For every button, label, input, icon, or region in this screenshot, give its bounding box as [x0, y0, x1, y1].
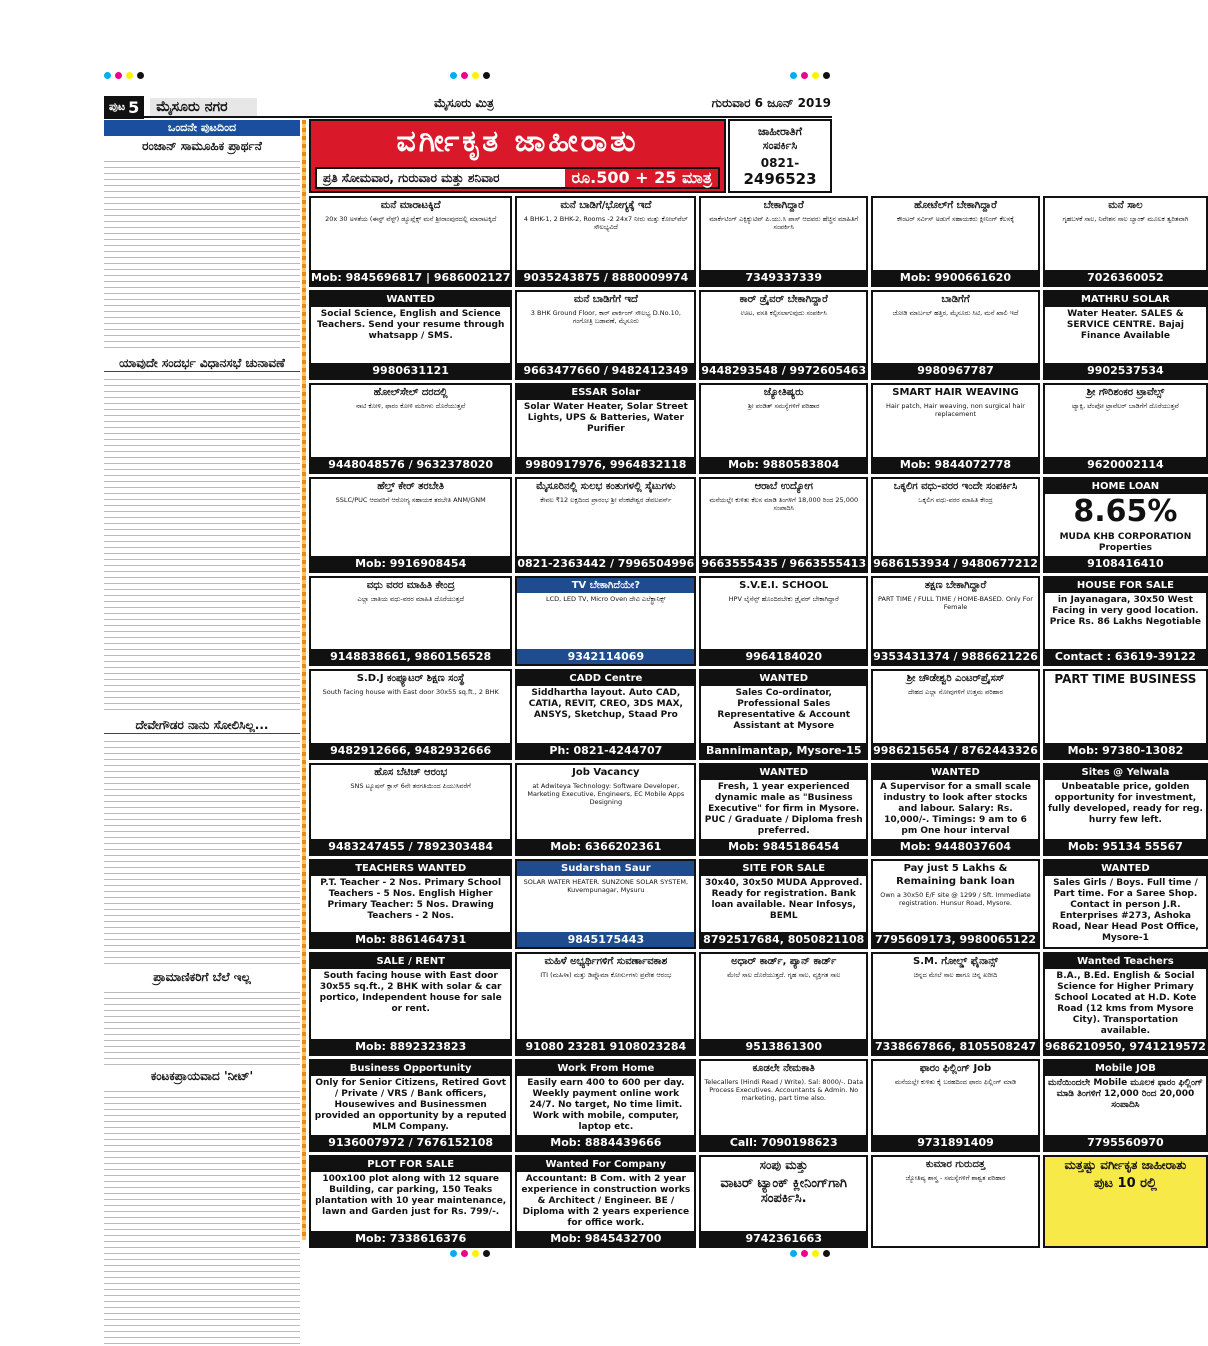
classified-ad [871, 576, 1040, 667]
ad-phone: 7026360052 [1045, 270, 1206, 285]
news-text-block [104, 156, 300, 352]
ad-body: Accountant: B Com. with 2 year experience in construction works & Architect / Engineer. BE / Diploma with 2 years experience for office work. [521, 1174, 691, 1228]
ad-heading: HOUSE FOR SALE [1045, 578, 1206, 593]
classified-ad [1043, 1059, 1208, 1152]
ad-heading: ಮತ್ತಷ್ಟು ವರ್ಗೀಕೃತ ಜಾಹೀರಾತು [1064, 1158, 1187, 1172]
ad-phone: 7795609173, 9980065122 [874, 933, 1037, 946]
ad-heading: HOME LOAN [1045, 479, 1206, 494]
ad-heading: ಹೋಟೆಲ್‌ಗೆ ಬೇಕಾಗಿದ್ದಾರೆ [914, 200, 997, 211]
ad-body: Water Heater. SALES & SERVICE CENTRE. Bajaj Finance Available [1066, 308, 1184, 341]
ad-phone: 9980967787 [873, 363, 1038, 378]
contact-phone: 2496523 [743, 170, 817, 188]
ad-body: ನಾಟಿ ಕೋಳಿ, ಫಾರಂ ಕೋಳಿ ಮರಿಗಳು ದೊರೆಯುತ್ತವೆ [356, 402, 466, 410]
classified-ad [515, 1155, 696, 1248]
ad-heading: ಬಾಡಿಗೆಗೆ [941, 293, 970, 305]
classified-ad [309, 383, 512, 474]
ad-heading: ಸಂಪು ಮತ್ತು [759, 1158, 808, 1172]
ad-body: in Jayanagara, 30x50 West Facing in very good location. Price Rs. 86 Lakhs Negotiable [1049, 594, 1202, 627]
classified-ad [515, 669, 696, 760]
ad-body [1045, 688, 1206, 743]
news-heading: ಕಂಟಕಪ್ರಾಯವಾದ 'ನೀಟ್' [150, 1069, 254, 1083]
classified-ad [1043, 290, 1208, 381]
registration-marks-top-right [790, 72, 830, 82]
ad-phone: 9986215654 / 8762443326 [873, 743, 1038, 757]
ad-body: Solar Water Heater, Solar Street Lights, UPS & Batteries, Water Purifier [523, 402, 688, 434]
ad-phone: Mob: 8884439666 [517, 1135, 694, 1150]
ad-heading: WANTED [701, 765, 866, 780]
ad-heading: ಹೊಸ ಬೆಟಿಚ್ ಆರಂಭ [374, 766, 448, 778]
ad-phone: Mob: 9845432700 [517, 1231, 694, 1246]
ad-heading: CADD Centre [517, 671, 694, 686]
ad-phone: 0821-2363442 / 7996504996 [517, 556, 695, 570]
classified-ad [871, 859, 1040, 950]
ad-phone: 9482912666, 9482932666 [311, 743, 510, 758]
ad-phone: 91080 23281 9108023284 [517, 1039, 694, 1054]
ad-heading: Work From Home [517, 1061, 694, 1076]
column-ruler [302, 120, 306, 1240]
classified-ad [699, 196, 868, 287]
ad-body: ಶ್ರೀ ಪಂಡಿತ್ ಸಮಸ್ಯೆಗಳಿಗೆ ಪರಿಹಾರ [747, 402, 820, 410]
classified-ad [309, 1155, 512, 1248]
ad-heading: ಮನೆ ಬಾಡಿಗೆ/ಭೋಗ್ಯಕ್ಕೆ ಇದೆ [560, 200, 652, 211]
classified-ad [699, 1059, 868, 1152]
ad-heading: ಕುಮಾರ ಗುರುದತ್ತ [925, 1159, 986, 1170]
ad-phone: 9353431374 / 9886621226 [873, 650, 1038, 663]
ad-heading: ಬೇಕಾಗಿದ್ದಾರೆ [763, 200, 804, 211]
banner-strip [315, 167, 720, 189]
news-text-block [104, 736, 300, 966]
contact-line-2: ಸಂಪರ್ಕಿಸಿ [762, 139, 798, 152]
ad-phone: 9964184020 [701, 649, 866, 664]
ad-heading: ಕೂಡಲೇ ನೇಮಕಾತಿ [752, 1063, 815, 1074]
ad-body: ಗೃಹಬಳಕೆ ಸಾಲ, ನಿವೇಶನ ಸಾಲ ಬ್ಯಾಂಕ್ ಮೂಲಕ ತ್ವರಿತವಾಗಿ [1062, 215, 1189, 223]
classified-ad [699, 477, 868, 573]
news-heading: ರಂಜಾನ್ ಸಾಮೂಹಿಕ ಪ್ರಾರ್ಥನೆ [142, 139, 262, 153]
ad-phone: Mob: 9900661620 [873, 270, 1038, 285]
ad-phone: Mob: 9844072778 [873, 457, 1038, 472]
ad-heading: S.V.E.I. SCHOOL [739, 579, 829, 591]
ad-phone: Ph: 0821-4244707 [517, 743, 694, 758]
ad-body: SOLAR WATER HEATER. SUNZONE SOLAR SYSTEM, Kuvempunagar, Mysuru [523, 877, 689, 894]
ad-body: Fresh, 1 year experienced dynamic male as "Business Executive" for firm in Mysore. PUC / Graduate / Diploma fresh preferred. [704, 781, 863, 836]
ad-body: Sales Girls / Boys. Full time / Part time. For a Saree Shop. Contact in person J.R. Enterprises #273, Ashoka Road, Near Head Post Office, Mysore-1 [1051, 877, 1199, 943]
ad-phone: 9663477660 / 9482412349 [517, 363, 694, 378]
classified-ad [1043, 477, 1208, 573]
ad-heading: ಹೆಲ್ತ್ ಕೇರ್ ತರಬೇತಿ [377, 480, 445, 492]
section-title: ಮೈಸೂರು ನಗರ [150, 98, 257, 116]
ad-heading: Wanted For Company [517, 1157, 694, 1172]
ad-heading: S.M. ಗೋಲ್ಡ್ ಫೈನಾನ್ಸ್ [913, 956, 998, 967]
ad-phone: Mob: 6366202361 [517, 839, 694, 854]
ad-phone: 9035243875 / 8880009974 [517, 270, 694, 285]
ad-body: HPV ಲೈಸೆನ್ಸ್ ಹೊಂದಿರಬೇಕು ಡ್ರೈವರ್ ಬೇಕಾಗಿದ್ದಾರೆ [728, 594, 839, 603]
ad-phone: 9845175443 [517, 932, 694, 947]
classified-ad [309, 477, 512, 573]
ad-body: ಊಟ, ವಸತಿ ಕಲ್ಪಿಸಲಾಗುವುದು ಸಂಪರ್ಕಿಸಿ [740, 308, 827, 317]
ad-body: Only for Senior Citizens, Retired Govt / Private / VRS / Bank officers, Housewives and Businessmen provided an opportunity by a reputed MLM Company. [314, 1078, 507, 1132]
ad-phone: 7795560970 [1045, 1135, 1206, 1150]
classified-ad [871, 290, 1040, 381]
ad-heading: ಹೋಲ್‌ಸೇಲ್ ದರದಲ್ಲಿ [373, 387, 448, 398]
ad-heading: SALE / RENT [311, 954, 510, 969]
ad-heading: WANTED [311, 292, 510, 307]
registration-marks-top-left [104, 72, 144, 82]
ad-phone: 9108416410 [1045, 556, 1206, 571]
classified-ad [515, 576, 696, 667]
ad-phone: Mob: 9916908454 [311, 556, 510, 571]
classified-ad [1043, 1155, 1208, 1248]
ad-phone: 8792517684, 8050821108 [703, 933, 865, 946]
classified-ad-grid [309, 196, 1206, 1248]
ad-body: ಜ್ಯೋತಿಷ್ಯ ಶಾಸ್ತ್ರ - ಸಮಸ್ಯೆಗಳಿಗೆ ಶಾಶ್ವತ ಪರಿಹಾರ [905, 1174, 1006, 1182]
ad-body: 4 BHK-1, 2 BHK-2, Rooms -2 24x7 ನೀರು ಮತ್ತು ಕೋಲ್‌ವೆಲ್ ಸೌಲಭ್ಯವಿದೆ [523, 215, 688, 231]
ad-body: ದೇಹದ ಎಲ್ಲಾ ನೋವುಗಳಿಗೆ ಉತ್ತಮ ಪರಿಹಾರ [908, 688, 1003, 696]
ad-body: ಟ್ಯಾಕ್ಸಿ, ಟೆಂಪೋ ಟ್ರಾವೆಲರ್ ಬಾಡಿಗೆಗೆ ದೊರೆಯುತ್ತವೆ [1072, 402, 1179, 410]
ad-heading: ಶ್ರೀ ಚೌಡೇಶ್ವರಿ ಎಂಟರ್‌ಪ್ರೈಸಸ್ [906, 673, 1005, 684]
classified-ad [515, 477, 696, 573]
page-header-left [104, 96, 257, 118]
ad-body: ಮನೆಯಲ್ಲೇ ಕುಳಿತು ಕೆಲಸ ಮಾಡಿ ತಿಂಗಳಿಗೆ 18,000 ರಿಂದ 25,000 ಸಂಪಾದಿಸಿ [709, 495, 859, 512]
classified-ad [1043, 196, 1208, 287]
ad-body: B.A., B.Ed. English & Social Science for Higher Primary School Located at H.D. Kote Road (12 kms from Mysore City). Transportation available. [1054, 971, 1197, 1036]
ad-body: Own a 30x50 E/F site @ 1299 / Sft. Immediate registration. Hunsur Road, Mysore. [880, 890, 1031, 907]
ad-phone: 9686153934 / 9480677212 [873, 556, 1038, 570]
ad-body: ಕೇವಲ ₹12 ಲಕ್ಷದಿಂದ ಪ್ರಾರಂಭ ಶ್ರೀ ವೆಂಕಟೇಶ್ವರ ಡೆವಲಪರ್ಸ್ [540, 495, 672, 504]
ad-body: SSLC/PUC ಆದವರಿಗೆ ಆರೋಗ್ಯ ಸಹಾಯಕ ತರಬೇತಿ ANM/GNM [335, 495, 486, 504]
ad-heading: TEACHERS WANTED [311, 861, 510, 876]
ad-body: 3 BHK Ground Floor, ಕಾರ್ ಪಾರ್ಕಿಂಗ್ ಸೌಲಭ್ಯ D.No.10, ಗಂಗೋತ್ರಿ ಬಡಾವಣೆ, ಮೈಸೂರು [530, 308, 681, 325]
ad-heading: WANTED [1045, 861, 1206, 876]
ad-phone: Mob: 7338616376 [311, 1231, 510, 1246]
ad-body: Siddhartha layout. Auto CAD, CATIA, REVIT, CREO, 3DS MAX, ANSYS, Sketchup, Staad Pro [528, 688, 683, 720]
ad-body: ಮಾರ್ಕೆಟಿಂಗ್ ಎಕ್ಸಿಕ್ಯುಟಿವ್ ಪಿ.ಯು.ಸಿ ಪಾಸ್ ಆದವರು ಹೆಚ್ಚಿನ ಮಾಹಿತಿಗೆ ಸಂಪರ್ಕಿಸಿ [709, 215, 859, 231]
ad-phone: 9513861300 [701, 1039, 866, 1054]
ad-body: SNS ಟ್ಯೂಷನ್ ಕ್ಲಾಸ್ 6ನೇ ತರಗತಿಯಿಂದ ಪಿಯುಸಿವರೆಗೆ [350, 781, 471, 790]
ad-heading: PART TIME BUSINESS [1054, 672, 1197, 686]
classified-ad [515, 290, 696, 381]
publish-days: ಪ್ರತಿ ಸೋಮವಾರ, ಗುರುವಾರ ಮತ್ತು ಶನಿವಾರ [323, 170, 500, 185]
ad-heading: ಒಕ್ಕಲಿಗ ವಧು-ವರರ ಇಂದೇ ಸಂಪರ್ಕಿಸಿ [893, 480, 1018, 492]
ad-heading: PLOT FOR SALE [311, 1157, 510, 1172]
ad-body: South facing house with East door 30x55 sq.ft., 2 BHK [322, 688, 499, 696]
news-column [104, 120, 300, 1240]
ad-body: Unbeatable price, golden opportunity for investment, fully developed, ready for reg. hurry few left. [1047, 781, 1203, 825]
classified-ad [871, 196, 1040, 287]
classified-ad [699, 290, 868, 381]
ad-body: Sales Co-ordinator, Professional Sales Representative & Account Assistant at Mysore [717, 688, 851, 731]
classified-ad [309, 669, 512, 760]
ad-phone: 9663555435 / 9663555413 [701, 556, 867, 570]
classified-ad [871, 1059, 1040, 1152]
ad-body: LCD, LED TV, Micro Oven ದೇವಿ ಎಲೆಕ್ಟ್ರಾನಿಕ್ಸ್ [545, 594, 666, 603]
ad-heading: SMART HAIR WEAVING [892, 387, 1019, 398]
ad-phone: Bannimantap, Mysore-15 [701, 743, 866, 758]
ad-body: A Supervisor for a small scale industry to look after stocks and labour. Salary: Rs. 10,000/-. Timings: 9 am to 6 pm One hour interval [880, 781, 1031, 836]
page-label: ಪುಟ [109, 100, 126, 113]
ad-heading: ಮೈಸೂರಿನಲ್ಲಿ ಸುಲಭ ಕಂತುಗಳಲ್ಲಿ ಸೈಟುಗಳು [536, 480, 676, 492]
classified-ad [1043, 383, 1208, 474]
classified-ad [699, 952, 868, 1056]
classified-ad [515, 859, 696, 950]
classified-ad [871, 952, 1040, 1056]
ad-body: ವಾಟರ್ ಟ್ಯಾಂಕ್ ಕ್ಲೀನಿಂಗ್‌ಗಾಗಿ ಸಂಪರ್ಕಿಸಿ. [720, 1176, 848, 1206]
ad-heading: ಮನೆ ಮಾರಾಟಕ್ಕಿದೆ [380, 200, 441, 211]
classified-ad [871, 669, 1040, 760]
ad-phone: 7338667866, 8105508247 [874, 1040, 1037, 1053]
ad-heading: ಫಾರಂ ಫಿಲ್ಲಿಂಗ್ Job [919, 1063, 992, 1074]
registration-marks-top-center [450, 72, 490, 82]
ad-phone: 9980917976, 9964832118 [517, 457, 694, 472]
ad-body: 30x40, 30x50 MUDA Approved. Ready for registration. Bank loan available. Near Infosys, BEML [704, 877, 863, 921]
ad-phone: Mob: 95134 55567 [1045, 839, 1206, 854]
classified-ad [699, 576, 868, 667]
ad-phone: 9136007972 / 7676152108 [311, 1135, 510, 1150]
ad-body: PART TIME / FULL TIME / HOME-BASED. Only For Female [878, 594, 1033, 611]
ad-phone: 9980631121 [311, 363, 510, 378]
ad-heading: ESSAR Solar [517, 385, 694, 400]
ad-heading: ತಕ್ಷಣ ಬೇಕಾಗಿದ್ದಾರೆ [924, 579, 987, 591]
ad-heading: Job Vacancy [572, 766, 640, 778]
ad-heading: Pay just 5 Lakhs & Remaining bank loan [896, 862, 1015, 887]
ad-heading: ಆರಾಬೆ ಉದ್ಯೋಗ [754, 480, 813, 492]
classified-ad [309, 576, 512, 667]
news-heading: ಯಾವುದೇ ಸಂದರ್ಭ ವಿಧಾನಸಭೆ ಚುನಾವಣೆ [104, 356, 300, 372]
ad-heading: Mobile JOB [1045, 1061, 1206, 1076]
ad-body: Telecallers (Hindi Read / Write). Sal: 8000/-. Data Process Executives. Accountants & Admin. No marketing, part time also. [704, 1078, 864, 1102]
ad-body: ITI (ಮಹಿಳಾ) ಮತ್ತು ಡಿಪ್ಲೊಮಾ ಕೋರ್ಸುಗಳು ಪ್ರವೇಶ ಆರಂಭ [540, 971, 672, 979]
classified-ad [871, 763, 1040, 856]
ad-body: at Adwiteya Technology: Software Developer, Marketing Executive, Engineers, EC Mobile Apps Designing [527, 781, 685, 806]
news-heading: ದೇವೇಗೌಡರ ನಾನು ಸೋಲಿಸಿಲ್ಲ... [104, 718, 300, 734]
news-text-block [104, 374, 300, 714]
registration-marks-bottom-right [790, 1250, 830, 1260]
ad-body: South facing house with East door 30x55 sq.ft., 2 BHK with solar & car portico, Independent house for sale or rent. [319, 971, 502, 1014]
ad-body: ಪುಟ 10 ರಲ್ಲಿ [1093, 1176, 1157, 1191]
ad-heading: ಶ್ರೀ ಗೌರಿಶಂಕರ ಟ್ರಾವೆಲ್ಸ್ [1086, 387, 1165, 398]
ad-contact-box [728, 119, 832, 193]
classified-ad [309, 196, 512, 287]
ad-heading: ಮಹಿಳೆ ಅಭ್ಯರ್ಥಿಗಳಿಗೆ ಸುವರ್ಣಾವಕಾಶ [544, 956, 668, 967]
ad-body: 100x100 plot along with 12 square Building, car parking, 150 Teaks plantation with 10 year maintenance, lawn and Garden just for Rs. 799/-. [315, 1174, 507, 1217]
ad-phone: Mob: 9880583804 [701, 457, 866, 472]
classified-ad [309, 290, 512, 381]
classified-ad [309, 1059, 512, 1152]
ad-body: ಚಿನ್ನದ ಮೇಲೆ ಸಾಲ ಹಾಗೂ ಚಿನ್ನ ಖರೀದಿ [913, 971, 998, 979]
classified-ad [871, 1155, 1040, 1248]
ad-body: ಮೇಲೆ ಸಾಲ ದೊರೆಯುತ್ತದೆ. ಗೃಹ ಸಾಲ, ವ್ಯಕ್ತಿಗತ ಸಾಲ [727, 971, 841, 979]
news-heading: ಪ್ರಾಮಾಣಿಕರಿಗೆ ಬೆಲೆ ಇಲ್ಲ [153, 970, 251, 984]
ad-phone: Call: 7090198623 [701, 1135, 866, 1150]
ad-body: ಜೋಡಿ ಮಾರ್ಬಲ್ ಹತ್ತಿರ, ಮೈಸೂರು ಸಿಟಿ, ಮನೆ ಖಾಲಿ ಇದೆ [892, 308, 1019, 317]
ad-body: ಎಲ್ಲಾ ಜಾತಿಯ ವಧು-ವರರ ಮಾಹಿತಿ ದೊರೆಯುತ್ತದೆ [357, 594, 464, 603]
ad-body: ಮನೆಯಿಂದಲೇ Mobile ಮೂಲಕ ಫಾರಂ ಫಿಲ್ಲಿಂಗ್ ಮಾಡಿ ತಿಂಗಳಿಗೆ 12,000 ರಿಂದ 20,000 ಸಂಪಾದಿಸಿ [1048, 1078, 1203, 1110]
continued-banner: ಒಂದನೇ ಪುಟದಿಂದ [104, 120, 300, 136]
classified-ad [699, 669, 868, 760]
contact-line-3: 0821- [760, 156, 800, 170]
interest-rate: 8.65% [1073, 493, 1178, 529]
ad-phone: 9448293548 / 9972605463 [701, 364, 867, 377]
page-number: 5 [128, 97, 140, 117]
ad-heading: ಅಧಾರ್ ಕಾರ್ಡ್, ಪ್ಯಾನ್ ಕಾರ್ಡ್ [731, 956, 837, 967]
ad-phone: 9148838661, 9860156528 [311, 649, 510, 664]
ad-heading: ಜ್ಯೋತಿಷ್ಯರು [763, 387, 804, 398]
classified-ad [309, 763, 512, 856]
ad-phone: 9902537534 [1045, 363, 1206, 378]
ad-heading: Wanted Teachers [1045, 954, 1206, 969]
classified-ad [1043, 669, 1208, 760]
classified-ad [1043, 952, 1208, 1056]
ad-body: Social Science, English and Science Teachers. Send your resume through whatsapp / SMS. [316, 308, 505, 341]
ad-body: ಕೌಂಟರ್ ಸರ್ವಿಸ್ ಅಡುಗೆ ಸಹಾಯಕರು ಕ್ಲೀನಿಂಗ್ ಕೆಲಸಕ್ಕೆ [896, 215, 1015, 223]
classified-title: ವರ್ಗೀಕೃತ ಜಾಹೀರಾತು [396, 124, 639, 159]
ad-heading: ಮನೆ ಬಾಡಿಗೆಗೆ ಇದೆ [573, 293, 638, 305]
news-text-block [104, 1086, 300, 1346]
ad-heading: Sites @ Yelwala [1045, 765, 1206, 780]
ad-heading: ವಧು ವರರ ಮಾಹಿತಿ ಕೇಂದ್ರ [366, 579, 455, 591]
classified-ad [1043, 763, 1208, 856]
ad-heading: ಮನೆ ಸಾಲ [1108, 200, 1143, 211]
classified-ad [515, 952, 696, 1056]
ad-phone: 9483247455 / 7892303484 [311, 839, 510, 854]
ad-phone: Mob: 9845696817 | 9686002127 [311, 270, 511, 284]
ad-phone: 9731891409 [873, 1135, 1038, 1150]
classified-ad [1043, 576, 1208, 667]
ad-phone: Contact : 63619-39122 [1045, 649, 1206, 664]
ad-heading: WANTED [701, 671, 866, 686]
classified-banner [309, 119, 726, 193]
classified-ad [515, 763, 696, 856]
ad-body: ಮನೆಯಲ್ಲೇ ಕುಳಿತು ಕೈ ಬರಹದಿಂದ ಫಾರಂ ಫಿಲ್ಲಿಂಗ್ ಮಾಡಿ [894, 1078, 1017, 1086]
ad-phone: Mob: 8892323823 [311, 1039, 510, 1054]
ad-phone: 7349337339 [701, 270, 866, 285]
ad-heading: WANTED [873, 765, 1038, 780]
ad-phone: Mob: 9448037604 [873, 839, 1038, 854]
ad-heading: TV ಬೇಕಾಗಿದೆಯೇ? [517, 578, 694, 593]
classified-ad [699, 1155, 868, 1248]
ad-heading: Sudarshan Saur [517, 861, 694, 876]
ad-phone: 9686210950, 9741219572 [1044, 1040, 1206, 1053]
classified-ad [699, 383, 868, 474]
ad-body: ಒಕ್ಕಲಿಗ ವಧು-ವರರ ಮಾಹಿತಿ ಕೇಂದ್ರ [918, 495, 993, 504]
ad-heading: S.D.J ಕಂಪ್ಯೂಟರ್ ಶಿಕ್ಷಣ ಸಂಸ್ಥೆ [356, 673, 465, 684]
ad-phone: 9742361663 [701, 1231, 866, 1246]
ad-phone: 9620002114 [1045, 457, 1206, 472]
classified-ad [699, 763, 868, 856]
news-text-block [104, 987, 300, 1065]
classified-ad [515, 1059, 696, 1152]
ad-phone: Mob: 97380-13082 [1045, 743, 1206, 758]
ad-heading: MATHRU SOLAR [1045, 292, 1206, 307]
ad-phone: Mob: 8861464731 [311, 932, 510, 947]
classified-ad [515, 383, 696, 474]
classified-ad [309, 952, 512, 1056]
newspaper-name: ಮೈಸೂರು ಮಿತ್ರ [434, 96, 494, 110]
classified-ad [871, 383, 1040, 474]
ad-body: MUDA KHB CORPORATION Properties [1059, 531, 1192, 553]
ad-body: 20x 30 ಅಳತೆಯ (ಈಸ್ಟ್ ವೆಸ್ಟ್) ಡ್ಯೂಪ್ಲೆಕ್ಸ್ ಮನೆ ಶ್ರೀರಾಂಪುರದಲ್ಲಿ ಮಾರಾಟಕ್ಕಿದೆ [325, 215, 497, 223]
ad-body: Hair patch, Hair weaving, non surgical hair replacement [886, 402, 1025, 418]
ad-phone: 9448048576 / 9632378020 [311, 457, 510, 472]
classified-ad [1043, 859, 1208, 950]
classified-ad [699, 859, 868, 950]
classified-ad [871, 477, 1040, 573]
header-rule [104, 116, 832, 118]
ad-price: ರೂ.500 + 25 ಮಾತ್ರ [565, 169, 718, 187]
ad-phone: 9342114069 [517, 649, 694, 664]
ad-phone: Mob: 9845186454 [701, 839, 866, 854]
classified-ad [309, 859, 512, 950]
ad-body: P.T. Teacher - 2 Nos. Primary School Teachers - 5 Nos. English Higher Primary Teacher: 5 Nos. Drawing Teachers - 2 Nos. [320, 877, 502, 921]
ad-heading: ಕಾರ್ ಡ್ರೈವರ್ ಬೇಕಾಗಿದ್ದಾರೆ [739, 293, 828, 305]
contact-line-1: ಜಾಹೀರಾತಿಗೆ [758, 125, 802, 138]
ad-body: Easily earn 400 to 600 per day. Weekly payment online work 24/7. No target, No time limit. Work with mobile, computer, laptop etc. [527, 1078, 685, 1132]
ad-heading: Business Opportunity [311, 1061, 510, 1076]
classified-ad [515, 196, 696, 287]
ad-heading: SITE FOR SALE [701, 861, 866, 876]
registration-marks-bottom-center [450, 1250, 490, 1260]
issue-date: ಗುರುವಾರ 6 ಜೂನ್ 2019 [711, 96, 831, 110]
